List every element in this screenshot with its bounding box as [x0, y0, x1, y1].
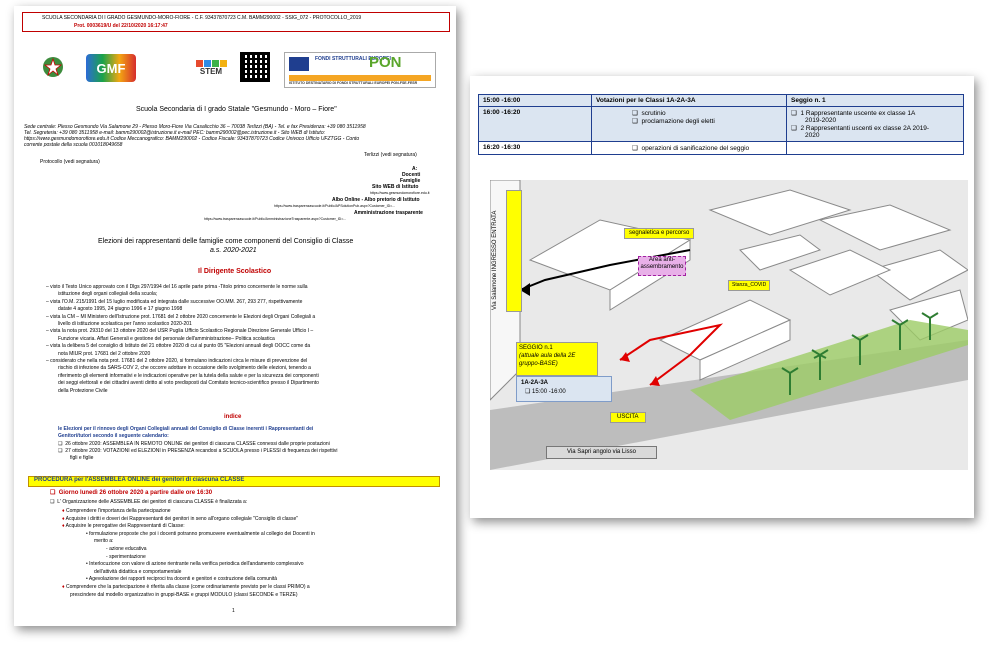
schedule-desc: ❑ operazioni di sanificazione del seggio	[592, 142, 787, 155]
bullet-line: • formulazione proposte che poi i docenti potranno promuovere eventualmente al collegio dei Docenti in	[86, 530, 315, 537]
bullet-line: ♦ Acquisire le prerogative dei Rappresentanti di Classe:	[62, 523, 185, 530]
document-page-1	[14, 6, 456, 626]
visti-line: dei seggi elettorali e dei cittadini aventi diritto al voto predisposti dal Comitato tecnico-scientifico presso il Dipartimento	[58, 380, 319, 387]
indice-line-1: le Elezioni per il rinnovo degli Organi Collegiali annuali del Consiglio di Classe inerenti i Rappresentanti dei	[58, 426, 314, 432]
qr-code-icon	[240, 52, 270, 82]
schedule-seggio	[787, 142, 964, 155]
info-line-1: Sede centrale: Plesso Gesmundo Via Salamone 29 - Plesso Moro-Fiore Via Casalicchio 36 – 70038 Terlizzi (BA) - Tel. e fax Presidenza: +39 080 3511958	[24, 124, 366, 130]
stanza-covid-label: Stanza_COVID	[728, 280, 770, 291]
bullet-marker: -	[106, 546, 110, 552]
bullet-line: ♦ Comprendere che la partecipazione è riferita alla classe (come ordinariamente previsto per le classi PRIMO) a	[62, 584, 310, 590]
schedule-desc: ❑ scrutinio ❑ proclamazione degli eletti	[592, 107, 787, 142]
doc-title: Elezioni dei rappresentanti delle famiglie come componenti del Consiglio di Classe	[98, 238, 354, 245]
procedura-heading: PROCEDURA per l'ASSEMBLEA ONLINE dei genitori di ciascuna CLASSE	[34, 477, 245, 483]
pon-banner: FONDI STRUTTURALI EUROPEI PON ISTITUTO DESTINATARIO DI FONDI STRUTTURALI EUROPEI PON-FSE-FESR	[284, 52, 436, 88]
entrance-label: Via Salamone INGRESSO ENTRATA	[492, 210, 498, 310]
bullet-line: • Agevolazione dei rapporti reciproci tra docenti e genitori e costruzione della comunità	[86, 576, 278, 583]
to-sito-url: https://www.gesmundomorofiore.edu.it	[370, 191, 430, 195]
bullet-line: - azione educativa	[106, 546, 147, 552]
signage-label: segnaletica e percorso	[624, 228, 694, 239]
street-label: Via Sapri angolo via Lisso	[546, 446, 657, 459]
indice-line-2: Genitori/tutori secondo il seguente calendario:	[58, 433, 169, 439]
visti-line: – considerato che nella nota prot. 17681 del 2 ottobre 2020, si formulano indicazioni circa le misure di prevenzione del	[46, 358, 308, 364]
visti-line: rischio di infezione da SARS-COV 2, che occorre adottare in occasione dello svolgimento delle elezioni, tenendo a	[58, 365, 311, 372]
bullet-line: merito a:	[94, 538, 114, 545]
indice-bullet-2-cont: figli e figlie	[70, 455, 94, 461]
to-famiglie: Famiglie	[400, 178, 421, 184]
indice-heading: indice	[224, 414, 242, 420]
italian-emblem-icon	[42, 54, 64, 80]
bullet-line: • Interlocuzione con valore di azione rientrante nella verifica periodica dell'andamento complessivo	[86, 561, 304, 568]
entrance-sign	[506, 190, 522, 312]
info-line-2: Tel. Segreteria: +39 080 3511958 e-mail: bamm290002@istruzione.it e-mail PEC: bamm290002@pec.istruzione.it - Sito WEB di Istituto:	[24, 130, 325, 136]
indice-bullet-1: ❑ 26 ottobre 2020: ASSEMBLEA IN REMOTO ONLINE dei genitori di ciascuna CLASSE connessi dalle proprie postazioni	[58, 441, 330, 447]
schedule-time: 16:00 -16:20	[479, 107, 592, 142]
map-drawing	[490, 180, 968, 470]
page-number: 1	[232, 608, 235, 614]
visti-line: della Protezione Civile	[58, 387, 108, 394]
schedule-desc: Votazioni per le Classi 1A-2A-3A	[592, 95, 787, 107]
seggio-label: SEGGIO n.1 (attuale aula della 2E gruppo-BASE)	[516, 342, 598, 376]
visti-line: livello di istituzione scolastica per l'anno scolastico 2020-201	[58, 321, 192, 327]
bullet-marker: ♦	[62, 508, 66, 514]
bullet-line: dell'attività didattica e comportamentale	[94, 568, 182, 575]
protocol-note: Protocollo (vedi segnatura)	[40, 159, 100, 165]
school-map	[490, 180, 968, 470]
schedule-time: 16:20 -16:30	[479, 142, 592, 155]
visti-line: – vista la CM – MI Ministero dell'Istruzione prot. 17681 del 2 ottobre 2020 concernente le Elezioni degli Organi Collegiali a	[46, 313, 316, 320]
bullet-marker: ♦	[62, 515, 66, 522]
to-docenti: Docenti	[402, 172, 421, 178]
indice-bullet-2: ❑ 27 ottobre 2020: VOTAZIONI ed ELEZIONI in PRESENZA recandosi a SCUOLA presso i PLESSI di frequenza dei rispettivi	[58, 448, 338, 454]
visti-line: riferimento gli elementi informativi e le indicazioni operative per la tutela della salute e per la sicurezza dei componenti	[58, 372, 319, 379]
visti-line: – vista l'O.M. 215/1991 del 15 luglio modificata ed integrata dalle successive OO.MM. 267, 293 277, rispettivamente	[46, 298, 303, 305]
bullet-marker: •	[86, 561, 90, 568]
visti-line: istituzione degli organi collegiali della scuola;	[58, 291, 158, 298]
bullet-line: prescindere dal modello organizzativo in gruppi-BASE e gruppi MODULO (classi SECONDE e TERZE)	[70, 591, 298, 598]
info-line-4: corrente postale della scuola 001018049658	[24, 142, 123, 148]
giorno-line: ❑ Giorno lunedì 26 ottobre 2020 a partire dalle ore 16:30	[50, 490, 213, 496]
school-name: Scuola Secondaria di I grado Statale "Gesmundo - Moro – Fiore"	[136, 106, 337, 113]
schedule-row	[479, 107, 964, 142]
schedule-table	[478, 94, 964, 155]
bullet-marker: •	[86, 530, 90, 537]
visti-line: – visto il Testo Unico approvato con il Dlgs 297/1994 del 16 aprile parte prima -Titolo primo concernente le norme sulla	[46, 284, 308, 290]
bullet-line: ♦ Comprendere l'importanza della partecipazione	[62, 508, 171, 514]
area-anti-assembramento: Area anti-assembramento	[638, 256, 686, 276]
visti-line: nota MIUR prot. 17681 del 2 ottobre 2020	[58, 350, 151, 357]
to-albo: Albo Online - Albo pretorio di Istituto	[332, 197, 420, 203]
dirigente-heading: Il Dirigente Scolastico	[198, 268, 272, 275]
gmf-logo: GMF	[86, 54, 136, 82]
stem-logo: STEM	[194, 52, 228, 84]
visti-line: – vista la nota prot. 29310 del 13 ottobre 2020 del USR Puglia Ufficio Scolastico Regionale Direzione Generale Ufficio I –	[46, 328, 314, 335]
uscita-label: USCITA	[610, 412, 646, 423]
schedule-row	[479, 95, 964, 107]
info-line-3: https://www.gesmundomorofiore.edu.it Codice Meccanografico: BAMM290002 - Codice Fiscale: 93437870723 Codice Univoco Ufficio UFZTGG - Conto	[24, 136, 360, 142]
header-line: SCUOLA SECONDARIA DI I GRADO GESMUNDO-MORO-FIORE - C.F. 93437870723 C.M. BAMM290002 - SSIG_072 - PROTOCOLLO_2019	[42, 15, 362, 21]
schedule-seggio: ❑ 1 Rappresentante uscente ex classe 1A 2019-2020 ❑ 2 Rappresentanti uscenti ex classe 2A 2019- 2020	[787, 107, 964, 142]
bullet-marker: •	[86, 576, 89, 583]
visti-line: Funzione vicaria. Affari Generali e gestione del personale dell'amministrazione– Politica scolastica	[58, 335, 275, 342]
org-line: ❑ L' Organizzazione delle ASSEMBLEE dei genitori di ciascuna CLASSE è finalizzata a:	[50, 499, 248, 505]
bullet-marker: ♦	[62, 523, 66, 530]
bullet-line: ♦ Acquisire i diritti e doveri dei Rappresentanti dei genitori in seno all'organo collegiale "Consiglio di classe"	[62, 515, 299, 522]
place-date: Terlizzi (vedi segnatura)	[364, 152, 417, 158]
bullet-line: - sperimentazione	[106, 553, 146, 560]
document-page-2	[470, 76, 974, 518]
schedule-time: 15:00 -16:00	[479, 95, 592, 107]
doc-year: a.s. 2020-2021	[210, 247, 257, 254]
bullet-marker: ♦	[62, 584, 66, 590]
to-sito: Sito WEB di Istituto	[372, 184, 419, 190]
schedule-row	[479, 142, 964, 155]
schedule-seggio: Seggio n. 1	[787, 95, 964, 107]
visti-line: – vista la delibera 5 del consiglio di Istituto del 21 ottobre 2020 di cui al punto 05 "Elezioni annuali degli OOCC come da	[46, 343, 311, 350]
protocol-number: Prot. 0003619/U del 22/10/2020 16:17:47	[74, 23, 168, 29]
to-amministrazione: Amministrazione trasparente	[354, 210, 423, 216]
visti-line: datate 4 agosto 1995, 24 giugno 1996 e 17 giugno 1998	[58, 306, 183, 313]
bullet-marker: -	[106, 553, 110, 560]
to-label: A:	[412, 166, 418, 172]
seggio-time-box: 1A-2A-3A ❑ 15:00 -16:00	[516, 376, 612, 402]
to-albo-url: https://www.trasparenzascuole.it/Public/APSolutionPub.aspx?Customer_ID=...	[274, 204, 396, 208]
to-amm-url: https://www.trasparenzascuole.it/Public/AmministrazioneTrasparente.aspx?Customer_ID=...	[204, 217, 347, 221]
